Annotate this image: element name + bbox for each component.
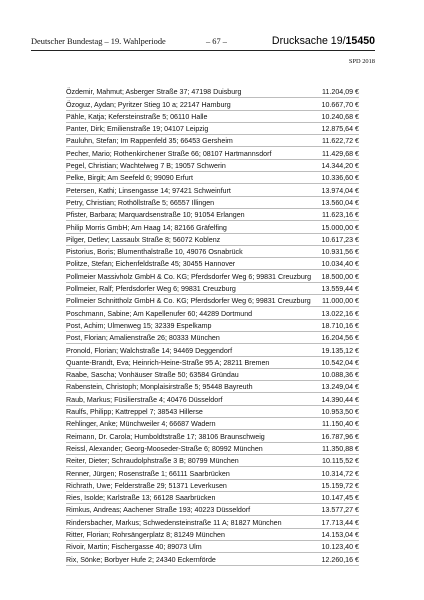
table-row [66,516,359,528]
table-row [66,529,359,541]
donation-amount: 15.000,00 € [321,223,359,232]
donor-name-address: Petersen, Kathi; Linsengasse 14; 97421 Schweinfurt [66,186,231,195]
table-row [66,209,359,221]
table-row [66,406,359,418]
donation-amount: 16.204,56 € [321,334,359,343]
donation-amount: 19.135,12 € [321,346,359,355]
donation-amount: 11.623,16 € [322,211,359,220]
table-row [66,123,359,135]
page-header [31,37,375,51]
table-row [66,344,359,356]
donor-name-address: Pfister, Barbara; Marquardsenstraße 10; 91054 Erlangen [66,211,245,220]
table-row [66,393,359,405]
donation-amount: 10.034,40 € [321,260,359,269]
donor-name-address: Ries, Isolde; Karlstraße 13; 66128 Saarbrücken [66,494,216,503]
donation-amount: 13.022,16 € [321,309,359,318]
table-row [66,258,359,270]
table-row [66,246,359,258]
header-rule [31,50,375,51]
table-row [66,504,359,516]
donation-table [66,86,359,566]
table-row [66,381,359,393]
donor-name-address: Panter, Dirk; Emilienstraße 19; 04107 Leipzig [66,125,209,134]
donor-name-address: Pilger, Detlev; Lassaulx Straße 8; 56072 Koblenz [66,235,221,244]
donor-name-address: Raulfs, Philipp; Kattreppel 7; 38543 Hillerse [66,408,203,417]
table-row [66,553,359,565]
document-number [272,35,375,47]
donor-name-address: Pistorius, Boris; Blumenthalstraße 10, 49076 Osnabrück [66,248,243,257]
donation-amount: 11.622,72 € [322,137,359,146]
donor-name-address: Pecher, Mario; Rothenkirchener Straße 66; 08107 Hartmannsdorf [66,149,272,158]
table-row [66,357,359,369]
donor-name-address: Ritter, Florian; Rohrsängerplatz 8; 81249 München [66,530,225,539]
table-row [66,135,359,147]
publisher-line: Deutscher Bundestag – 19. Wahlperiode [31,37,166,46]
donation-amount: 10.336,60 € [321,174,359,183]
table-row [66,147,359,159]
table-row [66,221,359,233]
donation-amount: 10.115,52 € [322,457,359,466]
donation-amount: 10.088,36 € [321,371,359,380]
table-row [66,295,359,307]
document-number-value: 15450 [345,35,375,47]
table-row [66,480,359,492]
donor-name-address: Post, Florian; Amalienstraße 26; 80333 München [66,334,220,343]
donor-name-address: Richrath, Uwe; Felderstraße 29; 51371 Leverkusen [66,481,227,490]
donation-amount: 17.713,44 € [321,518,359,527]
donation-amount: 13.249,04 € [321,383,359,392]
donor-name-address: Pollmeier Schnittholz GmbH & Co. KG; Pferdsdorfer Weg 6; 99831 Creuzburg [66,297,311,306]
donation-amount: 11.204,09 € [322,88,359,97]
donation-amount: 14.390,44 € [321,395,359,404]
donor-name-address: Rehlinger, Anke; Münchweiler 4; 66687 Wadern [66,420,216,429]
donor-name-address: Pollmeier, Ralf; Pferdsdorfer Weg 6; 99831 Creuzburg [66,285,236,294]
donation-amount: 10.542,04 € [321,358,359,367]
table-row [66,160,359,172]
donor-name-address: Raub, Markus; Füsilierstraße 4; 40476 Düsseldorf [66,395,223,404]
donation-amount: 10.617,23 € [321,235,359,244]
table-row [66,234,359,246]
donation-amount: 11.150,40 € [322,420,359,429]
donor-name-address: Pegel, Christian; Wachtelweg 7 B; 19057 Schwerin [66,162,226,171]
donor-name-address: Pauluhn, Stefan; Im Rappenfeld 35; 66453 Gersheim [66,137,233,146]
table-row [66,283,359,295]
donation-amount: 15.159,72 € [321,481,359,490]
table-row [66,86,359,98]
donor-name-address: Poschmann, Sabine; Am Kapellenufer 60; 44289 Dortmund [66,309,253,318]
table-row [66,492,359,504]
table-row [66,332,359,344]
donor-name-address: Philip Morris GmbH; Am Haag 14; 82166 Gräfelfing [66,223,227,232]
page-number: – 67 – [206,37,227,46]
table-row [66,172,359,184]
donation-amount: 12.875,64 € [321,125,359,134]
donation-amount: 18.710,16 € [321,321,359,330]
donor-name-address: Özdemir, Mahmut; Asberger Straße 37; 47198 Duisburg [66,88,242,97]
section-label: SPD 2018 [348,58,375,65]
donor-name-address: Reiter, Dieter; Schraudolphstraße 3 B; 80799 München [66,457,239,466]
donor-name-address: Rabenstein, Christoph; Monplaisirstraße 5; 95448 Bayreuth [66,383,253,392]
donation-amount: 13.559,44 € [321,285,359,294]
donation-amount: 16.787,96 € [321,432,359,441]
donation-amount: 12.260,16 € [321,555,359,564]
donation-amount: 10.123,40 € [321,543,359,552]
donation-amount: 13.560,04 € [321,198,359,207]
donor-name-address: Rix, Sönke; Borbyer Hufe 2; 24340 Eckernförde [66,555,216,564]
donor-name-address: Raabe, Sascha; Vonhäuser Straße 50; 63584 Gründau [66,371,239,380]
table-row [66,418,359,430]
donation-amount: 11.429,68 € [322,149,359,158]
table-row [66,197,359,209]
donation-amount: 13.974,04 € [321,186,359,195]
donor-name-address: Özoguz, Aydan; Pyritzer Stieg 10 a; 22147 Hamburg [66,100,231,109]
donation-amount: 11.000,00 € [322,297,359,306]
donation-amount: 14.344,20 € [321,162,359,171]
donation-amount: 10.667,70 € [321,100,359,109]
donor-name-address: Rindersbacher, Markus; Schwedensteinstraße 11 A; 81827 München [66,518,282,527]
donor-name-address: Pronold, Florian; Walchstraße 14; 94469 Deggendorf [66,346,233,355]
donation-amount: 10.953,50 € [321,408,359,417]
donation-amount: 11.350,88 € [322,444,359,453]
donor-name-address: Reissl, Alexander; Georg-Mooseder-Straße 6; 80992 München [66,444,263,453]
donor-name-address: Renner, Jürgen; Rosenstraße 1; 66111 Saarbrücken [66,469,230,478]
table-row [66,541,359,553]
donation-amount: 10.931,56 € [321,248,359,257]
table-row [66,307,359,319]
donation-amount: 10.314,72 € [321,469,359,478]
table-row [66,430,359,442]
table-row [66,455,359,467]
table-row [66,320,359,332]
table-row [66,98,359,110]
table-row [66,111,359,123]
table-row [66,443,359,455]
table-row [66,184,359,196]
donation-amount: 14.153,04 € [321,530,359,539]
table-row [66,369,359,381]
donor-name-address: Rimkus, Andreas; Aachener Straße 193; 40223 Düsseldorf [66,506,251,515]
donor-name-address: Pollmeier Massivholz GmbH & Co. KG; Pferdsdorfer Weg 6; 99831 Creuzburg [66,272,312,281]
donation-amount: 13.577,27 € [321,506,359,515]
donor-name-address: Petry, Christian; Rothöllstraße 5; 66557 Illingen [66,198,215,207]
donor-name-address: Politze, Stefan; Eichenfeldstraße 45; 30455 Hannover [66,260,236,269]
table-row [66,270,359,282]
donor-name-address: Pähle, Katja; Kefersteinstraße 5; 06110 Halle [66,112,208,121]
donor-name-address: Rivoir, Martin; Fischergasse 40; 89073 Ulm [66,543,202,552]
donor-name-address: Post, Achim; Ulmenweg 15; 32339 Espelkamp [66,321,212,330]
donation-amount: 10.147,45 € [321,494,359,503]
donor-name-address: Quante-Brandt, Eva; Heinrich-Heine-Straße 95 A; 28211 Bremen [66,358,270,367]
document-number-prefix: Drucksache 19/ [271,35,346,47]
donation-amount: 18.500,00 € [321,272,359,281]
donor-name-address: Reimann, Dr. Carola; Humboldtstraße 17; 38106 Braunschweig [66,432,265,441]
donor-name-address: Pelke, Birgit; Am Seefeld 6; 99090 Erfurt [66,174,193,183]
table-row [66,467,359,479]
donation-amount: 10.240,68 € [321,112,359,121]
